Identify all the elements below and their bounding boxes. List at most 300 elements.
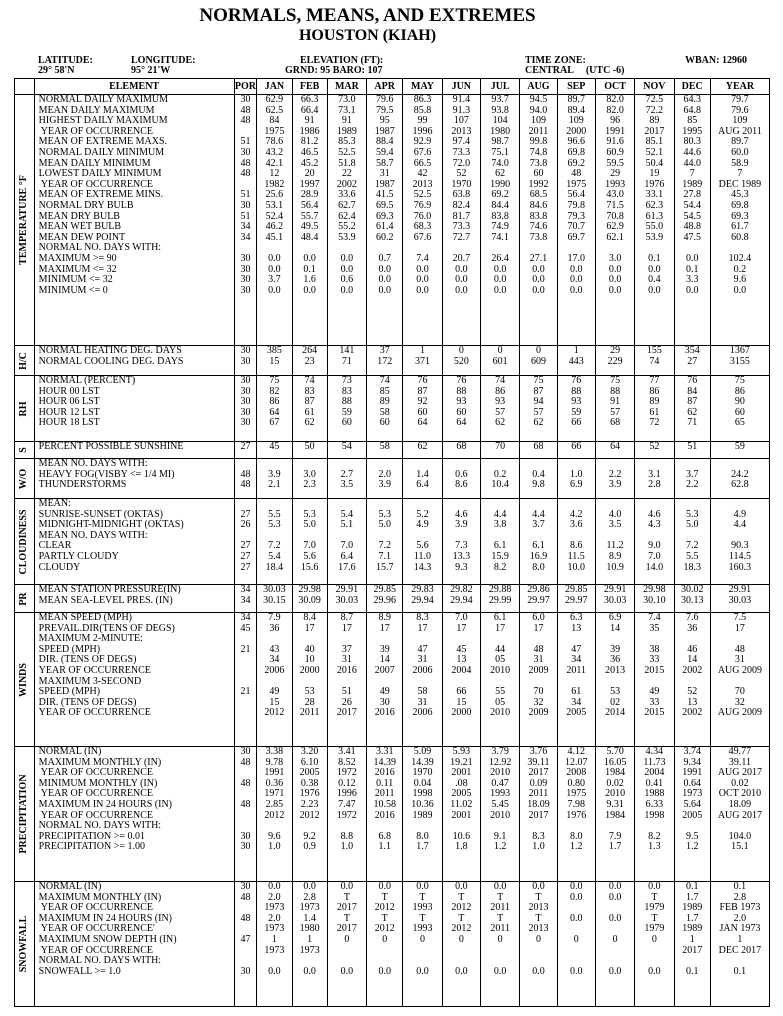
cell-value: 76 [456,375,467,386]
cell-value: 73.0 [338,94,356,105]
cell-value: 58 [379,406,390,418]
cell-value: 0.0 [570,881,583,892]
cell-value: 1987 [374,178,395,190]
cell-value: 62.4 [338,210,356,222]
cell-value [635,499,673,510]
cell-value: 6.10 [300,756,319,768]
por-value: 48 [240,756,251,768]
element-label: MINIMUM <= 32 [38,274,113,286]
cell-value: 82.0 [606,104,624,116]
cell-value: 17 [379,622,390,634]
element-label: THUNDERSTORMS [38,479,127,491]
cell-value: 84 [687,385,698,397]
element-label: MAXIMUM SNOW DEPTH (IN) [38,933,177,945]
cell-value: 83.8 [491,210,509,222]
month-cell [442,459,480,499]
cell-value: 3.5 [340,479,354,491]
month-cell [367,442,403,459]
cell-value: 1991 [264,767,285,779]
cell-value: 2011 [490,923,510,935]
cell-value: 53.9 [645,231,664,243]
cell-value: 90.3 [731,540,749,552]
wban-id: WBAN: 12960 [685,55,747,66]
month-cell [403,882,442,1007]
cell-value: 10.36 [411,798,434,810]
group-label: W/O [18,468,30,489]
cell-value: 0.2 [733,263,747,275]
climate-table [14,78,770,1007]
por-value [235,698,257,709]
group-label-cell [15,376,35,442]
cell-value: 58 [379,441,390,452]
cell-value: 443 [568,355,584,367]
cell-value: 0.0 [455,263,468,275]
month-cell [674,585,710,613]
cell-value: 2.3 [303,479,316,491]
element-cell [34,882,234,1007]
cell-value: 1979 [644,923,665,935]
cell-value: 05 [495,696,506,708]
group-row [15,613,770,747]
cell-value: 59.5 [606,157,624,169]
cell-value: 4.12 [567,746,585,757]
cell-value: 0.0 [733,284,747,296]
cell-value: 74.6 [529,221,548,233]
cell-value [481,946,519,957]
cell-value: 39 [379,643,390,655]
cell-value: 12 [269,168,280,180]
cell-value: 2004 [451,664,472,676]
cell-value: 02 [610,696,621,708]
element-label: MEAN: [38,498,71,509]
cell-value: 2017 [528,767,549,779]
month-cell [403,459,442,499]
cell-value: 75 [610,375,621,386]
cell-value: 2005 [299,767,320,779]
por-value: 27 [240,540,251,552]
cell-value: 77 [649,375,660,386]
cell-value [443,499,480,510]
cell-value: 27.1 [529,252,548,264]
month-cell [292,585,327,613]
cell-value: 8.3 [416,612,429,623]
por-value: 48 [240,479,251,491]
cell-value: 11.02 [450,798,473,810]
cell-value: 24.2 [731,468,749,480]
month-cell [367,95,403,346]
cell-value: 81.7 [452,210,471,222]
cell-value: 67.6 [413,231,432,243]
element-label: CLEAR [38,540,72,552]
month-cell [595,459,634,499]
element-label: NORMAL DRY BULB [38,199,134,211]
cell-value: 8.52 [338,756,356,768]
cell-value: 18.09 [527,798,550,810]
cell-value: 88 [341,396,352,408]
cell-value [558,946,595,957]
cell-value: 0.11 [376,777,394,789]
cell-value: 7.9 [268,612,281,623]
month-cell [674,346,710,376]
cell-value: 30.03 [335,594,359,606]
cell-value: 0.02 [731,777,749,789]
element-label: MAXIMUM MONTHLY (IN) [38,756,162,768]
cell-value: 62 [687,406,698,418]
cell-value: T [458,891,465,903]
month-cell [480,442,519,459]
month-cell [520,346,557,376]
group-label: SNOWFALL [18,915,30,973]
cell-value: T [381,891,388,903]
cell-value: 0.0 [608,263,622,275]
cell-value: 0.0 [268,263,281,275]
month-cell [520,442,557,459]
cell-value: 0.1 [685,965,699,977]
cell-value: 0.1 [733,965,747,977]
cell-value: 72.7 [452,231,471,243]
cell-value: 92 [417,396,428,408]
cell-value: 30.03 [728,594,752,606]
month-cell [480,585,519,613]
month-cell [595,747,634,882]
cell-value: 7.5 [733,612,747,623]
cell-value: 29.91 [728,584,752,595]
cell-value: 0.0 [303,965,316,977]
cell-value: 52.5 [413,189,432,201]
cell-value: 7.9 [608,830,622,842]
cell-value: 2013 [528,902,549,914]
cell-value: 83.8 [529,210,548,222]
por-value: 34 [240,584,251,595]
cell-value: 2010 [490,809,511,821]
cell-value: 0.0 [416,965,429,977]
cell-value: 15 [269,696,280,708]
month-cell [292,613,327,747]
cell-value: 6.9 [608,612,622,623]
month-cell [442,882,480,1007]
cell-value: 2.8 [733,891,747,903]
cell-value: 4.34 [645,746,664,757]
year-cell [710,95,769,346]
cell-value: 5.4 [268,550,281,562]
cell-value: 0.1 [648,252,661,264]
element-label: MEAN STATION PRESSURE(IN) [38,584,181,595]
column-header: JUN [442,79,480,95]
cell-value: 88 [571,385,582,397]
elevation-value: GRND: 95 BARO: 107 [285,65,383,76]
element-label: MEAN DRY BULB [38,210,120,222]
cell-value: 67.6 [413,146,432,158]
element-cell [34,613,234,747]
cell-value: 1.7 [685,891,699,903]
element-cell [34,459,234,499]
cell-value: 11.0 [413,550,432,562]
cell-value: 1989 [682,178,703,190]
year-cell [710,459,769,499]
cell-value: 0.0 [570,965,583,977]
cell-value: 9.34 [683,756,701,768]
cell-value: 18.4 [265,561,284,573]
element-label: YEAR OF OCCURRENCE [38,767,154,779]
cell-value: 1973 [264,944,285,956]
cell-value: 37 [379,345,390,356]
cell-value [635,459,673,470]
cell-value: 73.1 [338,104,356,116]
por-value: 30 [240,355,251,367]
cell-value: 7 [737,168,743,180]
cell-value: 57 [495,406,506,418]
month-cell [520,95,557,346]
por-value: 30 [240,94,251,105]
month-cell [635,346,674,376]
cell-value: 63.8 [452,189,471,201]
cell-value: 87 [533,385,544,397]
year-cell [710,613,769,747]
cell-value: 2002 [336,178,357,190]
cell-value: 52 [649,441,660,452]
cell-value: 2010 [490,707,511,719]
cell-value [675,499,710,510]
cell-value: 0.0 [648,263,661,275]
cell-value: 2013 [528,923,549,935]
cell-value: 30.15 [263,594,286,606]
cell-value: 9.0 [648,540,661,552]
month-cell [292,747,327,882]
cell-value: 19.21 [450,756,473,768]
cell-value: 3.31 [375,746,394,757]
cell-value: 8.9 [378,612,391,623]
element-label: HEAVY FOG(VISBY <= 1/4 MI) [38,468,175,480]
cell-value: 8.0 [570,830,583,842]
cell-value: 8.8 [340,830,354,842]
cell-value: 0.0 [455,881,468,892]
cell-value: 2.2 [608,468,622,480]
cell-value: 82 [269,385,280,397]
month-cell [327,376,366,442]
cell-value: 60 [533,168,544,180]
cell-value: 27.8 [683,189,701,201]
cell-value: 74.0 [491,157,509,169]
month-cell [257,613,292,747]
cell-value: 1998 [644,809,665,821]
cell-value: 31 [341,654,352,666]
element-label: MEAN DAILY MINIMUM [38,157,151,169]
month-cell [595,882,634,1007]
cell-value: 17 [304,622,315,634]
cell-value: 73.3 [452,146,471,158]
cell-value: T [343,891,350,903]
cell-value: 5.3 [268,519,281,531]
cell-value: 3.7 [685,468,699,480]
cell-value: 29.96 [373,594,396,606]
element-label: HOUR 12 LST [38,406,100,418]
cell-value: 0.6 [455,468,468,480]
month-cell [595,613,634,747]
cell-value: 82.4 [452,199,471,211]
month-cell [327,747,366,882]
cell-value: 0.7 [378,252,391,264]
cell-value: 38 [649,643,660,655]
cell-value: 4.2 [570,508,583,520]
cell-value: 160.3 [728,561,752,573]
group-label: CLOUDINESS [18,508,30,575]
column-header: NOV [635,79,674,95]
table-body [15,95,770,1007]
cell-value: 1.3 [648,841,661,853]
cell-value: 5.6 [416,540,429,552]
cell-value: 59 [341,406,352,418]
cell-value: 0.0 [532,965,545,977]
cell-value: 51 [687,441,698,452]
cell-value: 31 [734,654,745,666]
cell-value: 7.2 [378,540,391,552]
cell-value [711,499,769,510]
element-label: NORMAL COOLING DEG. DAYS [38,355,184,367]
cell-value: 0.4 [648,274,661,286]
group-label: S [18,447,30,453]
cell-value: 9.2 [303,830,316,842]
por-value: 48 [240,912,251,924]
cell-value: 30.09 [298,594,321,606]
por-value: 30 [240,146,251,158]
cell-value: 1972 [336,767,357,779]
cell-value: 1975 [566,788,587,800]
cell-value: 2009 [528,707,549,719]
cell-value: 28 [304,696,315,708]
element-label: NORMAL DAILY MAXIMUM [38,94,169,105]
cell-value: 0.36 [265,777,284,789]
element-label: MEAN WET BULB [38,221,122,233]
cell-value: 59 [734,441,745,452]
month-cell [403,613,442,747]
cell-value: 91 [610,396,621,408]
cell-value: 0.0 [340,881,354,892]
cell-value: 90 [734,396,745,408]
cell-value: 14.0 [645,561,664,573]
cell-value: 11.2 [606,540,624,552]
cell-value: 7.98 [567,798,585,810]
cell-value: 1.8 [455,841,468,853]
month-cell [674,95,710,346]
cell-value: 52.4 [265,210,284,222]
cell-value: 48.8 [683,221,701,233]
cell-value: 79.6 [731,104,749,116]
cell-value: 1993 [490,788,511,800]
por-value: 30 [240,199,251,211]
cell-value: 61 [304,406,315,418]
cell-value: 74.8 [529,146,548,158]
cell-value: 9.6 [733,274,747,286]
cell-value: AUG 2017 [717,767,762,779]
cell-value: 53.1 [265,199,284,211]
cell-value: 74.1 [491,231,509,243]
cell-value: 3.79 [491,746,509,757]
cell-value: 97.4 [452,136,471,148]
cell-value: 68.3 [413,221,432,233]
cell-value: 67 [269,417,280,429]
group-label: H/C [18,351,30,370]
cell-value: 14.3 [413,561,432,573]
element-cell [34,585,234,613]
cell-value: 1.0 [532,841,545,853]
cell-value: 4.3 [648,519,661,531]
cell-value: 3.0 [303,468,316,480]
cell-value: 84.4 [491,199,509,211]
cell-value: 354 [684,345,700,356]
cell-value: 0.0 [378,284,391,296]
group-label: PRECIPITATION [18,774,30,854]
month-cell [292,442,327,459]
cell-value: 1.2 [570,841,583,853]
por-value: 51 [240,136,251,148]
cell-value: T [419,891,426,903]
cell-value: 0.0 [493,881,507,892]
cell-value: 76.0 [413,210,432,222]
cell-value: 1975 [566,178,587,190]
cell-value: 14.39 [373,756,396,768]
cell-value: 44.6 [683,146,701,158]
cell-value: 0 [419,933,425,945]
cell-value: 14 [687,654,698,666]
cell-value: 0.0 [608,284,622,296]
cell-value: 76 [417,375,428,386]
cell-value [596,499,634,510]
group-row [15,346,770,376]
cell-value: 12.07 [565,756,588,768]
por-value: 21 [240,686,251,698]
cell-value: 46.5 [300,146,319,158]
cell-value: 4.6 [648,508,661,520]
month-cell [635,95,674,346]
month-cell [403,585,442,613]
cell-value: 2012 [374,902,395,914]
cell-value: 31 [417,654,428,666]
cell-value: 0.0 [493,263,507,275]
cell-value: 0 [612,933,618,945]
corner-cell [15,79,35,95]
cell-value: 62 [495,168,506,180]
cell-value: 0.0 [608,274,622,286]
month-cell [327,95,366,346]
por-value: 30 [240,417,251,429]
month-cell [520,459,557,499]
cell-value: 2015 [644,664,665,676]
cell-value: 62.9 [265,94,284,105]
cell-value: 85.1 [645,136,664,148]
cell-value: 0.0 [648,965,661,977]
group-row [15,376,770,442]
cell-value: 26.4 [491,252,509,264]
cell-value: 1.7 [416,841,429,853]
cell-value: 73 [341,375,352,386]
cell-value: 0.0 [570,274,583,286]
cell-value: 61.7 [731,221,749,233]
cell-value: 1.4 [416,468,429,480]
cell-value: 12.92 [488,756,512,768]
cell-value: 7.0 [340,540,354,552]
cell-value: 50 [304,441,315,452]
cell-value: 1.4 [303,912,316,924]
element-label: MAXIMUM 2-MINUTE: [38,633,143,645]
cell-value: 33 [649,696,660,708]
month-cell [403,376,442,442]
element-label: HOUR 00 LST [38,385,100,397]
cell-value: 1997 [299,178,320,190]
cell-value: 76 [687,375,698,386]
cell-value: 40 [304,643,315,655]
cell-value: 91.4 [452,94,471,105]
cell-value [293,499,327,510]
